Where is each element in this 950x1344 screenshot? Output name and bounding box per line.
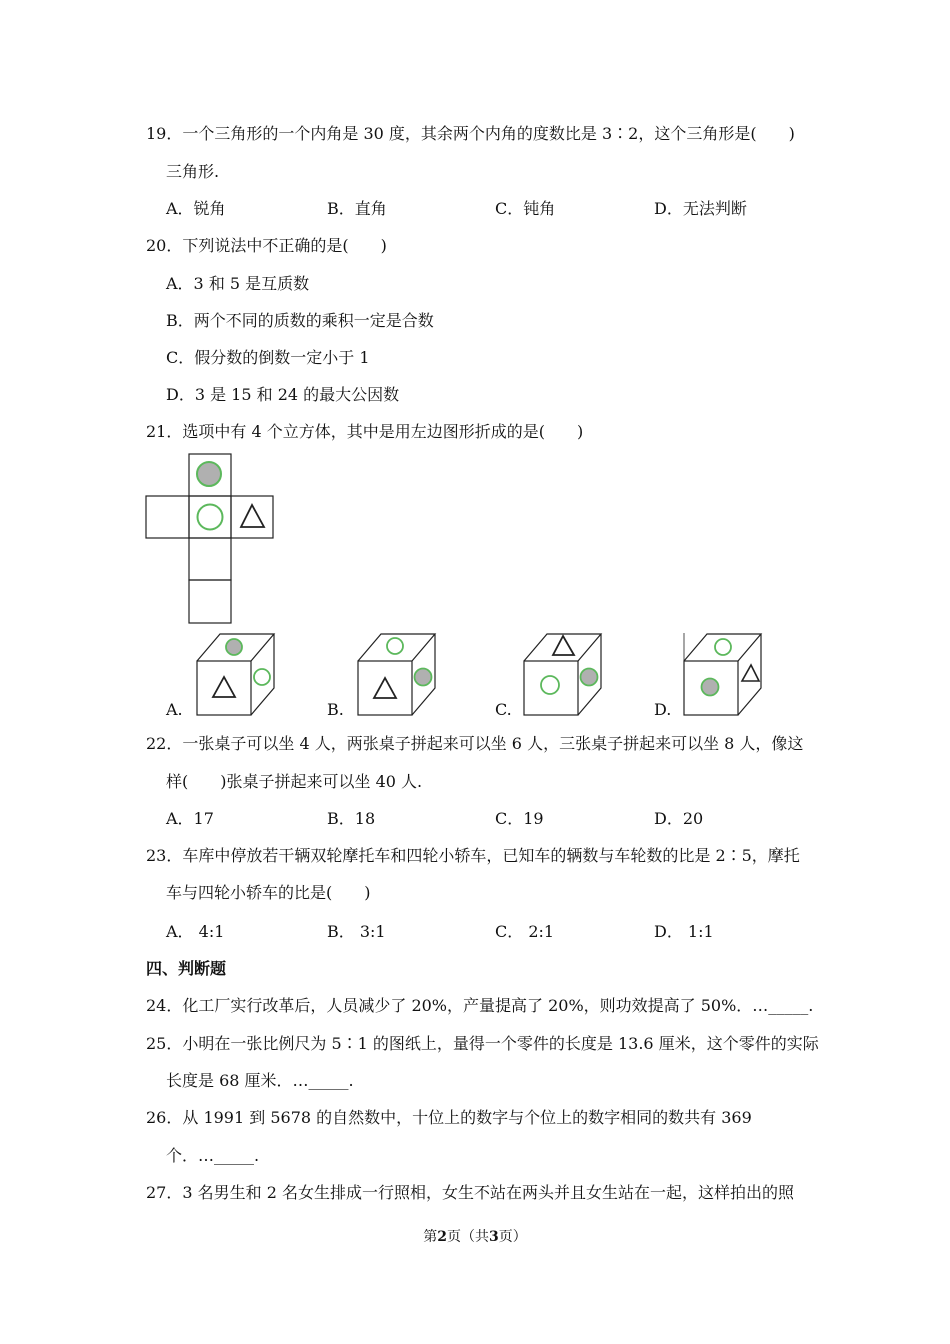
q23-option-c: C． 2:1 [495, 922, 555, 941]
q23-line2: 车与四轮小轿车的比是( ) [166, 883, 371, 902]
q19-line2: 三角形. [166, 162, 220, 181]
green-circle-icon [715, 639, 731, 655]
green-circle-icon [198, 505, 223, 530]
q26-line2: 个．…_____. [166, 1146, 260, 1165]
q25-line2: 长度是 68 厘米．…_____. [166, 1071, 354, 1090]
q23-line1: 23．车库中停放若干辆双轮摩托车和四轮小轿车，已知车的辆数与车轮数的比是 2∶5，摩托 [146, 846, 800, 865]
triangle-icon [553, 636, 574, 655]
q19-option-d: D．无法判断 [654, 199, 747, 218]
green-circle-icon [541, 676, 559, 694]
triangle-icon [374, 678, 396, 698]
q22-line2: 样( )张桌子拼起来可以坐 40 人. [166, 772, 423, 791]
q22-option-d: D．20 [654, 809, 704, 828]
q21-option-b: B. [327, 700, 344, 719]
green-circle-icon [387, 638, 403, 654]
q21-option-c: C. [495, 700, 512, 719]
q23-option-b: B． 3:1 [327, 922, 386, 941]
gray-circle-icon [702, 679, 719, 696]
footer-mid: 页（共 [447, 1229, 489, 1245]
q26-line1: 26．从 1991 到 5678 的自然数中，十位上的数字与个位上的数字相同的数共有 369 [146, 1108, 752, 1127]
footer-prefix: 第 [423, 1229, 438, 1245]
q22-option-c: C．19 [495, 809, 544, 828]
q22-option-a: A．17 [166, 809, 214, 828]
section-heading-judgement: 四、判断题 [146, 959, 227, 978]
q21-option-a: A. [166, 700, 183, 719]
cube-c-figure [523, 633, 603, 717]
q19-option-c: C．钝角 [495, 199, 556, 218]
q22-line1: 22．一张桌子可以坐 4 人，两张桌子拼起来可以坐 6 人，三张桌子拼起来可以坐 8 人，像这 [146, 734, 804, 753]
triangle-icon [742, 665, 759, 681]
q20-option-b: B．两个不同的质数的乘积一定是合数 [166, 311, 434, 330]
gray-circle-icon [226, 639, 242, 655]
cube-a-figure [196, 633, 276, 717]
q21-line1: 21．选项中有 4 个立方体，其中是用左边图形折成的是( ) [146, 422, 584, 441]
footer-total-pages: 3 [489, 1229, 499, 1245]
q24-line1: 24．化工厂实行改革后，人员减少了 20%，产量提高了 20%，则功效提高了 50%．…_____. [146, 996, 814, 1015]
q19-option-a: A．锐角 [166, 199, 226, 218]
q19-line1: 19．一个三角形的一个内角是 30 度，其余两个内角的度数比是 3∶2，这个三角形是( ) [146, 124, 795, 143]
gray-circle-icon [415, 669, 432, 686]
triangle-icon [213, 677, 235, 697]
footer-page-number: 2 [437, 1229, 447, 1245]
q20-line1: 20．下列说法中不正确的是( ) [146, 236, 387, 255]
q21-option-d: D. [654, 700, 672, 719]
green-circle-icon [254, 669, 270, 685]
q20-option-c: C．假分数的倒数一定小于 1 [166, 348, 370, 367]
cube-b-figure [357, 633, 437, 717]
gray-circle-icon [197, 462, 221, 486]
q27-line1: 27．3 名男生和 2 名女生排成一行照相，女生不站在两头并且女生站在一起，这样拍出的照 [146, 1183, 794, 1202]
q23-option-d: D． 1:1 [654, 922, 714, 941]
q22-option-b: B．18 [327, 809, 376, 828]
footer-suffix: 页） [498, 1229, 527, 1245]
gray-circle-icon [581, 669, 598, 686]
triangle-icon [241, 505, 264, 527]
cube-net-figure [145, 453, 275, 625]
q19-option-b: B．直角 [327, 199, 387, 218]
q20-option-d: D．3 是 15 和 24 的最大公因数 [166, 385, 400, 404]
page-footer [0, 1226, 950, 1246]
q25-line1: 25．小明在一张比例尺为 5∶1 的图纸上，量得一个零件的长度是 13.6 厘米，这个零件的实际 [146, 1034, 819, 1053]
q20-option-a: A．3 和 5 是互质数 [166, 274, 310, 293]
cube-d-figure [683, 633, 763, 717]
q23-option-a: A． 4:1 [166, 922, 225, 941]
